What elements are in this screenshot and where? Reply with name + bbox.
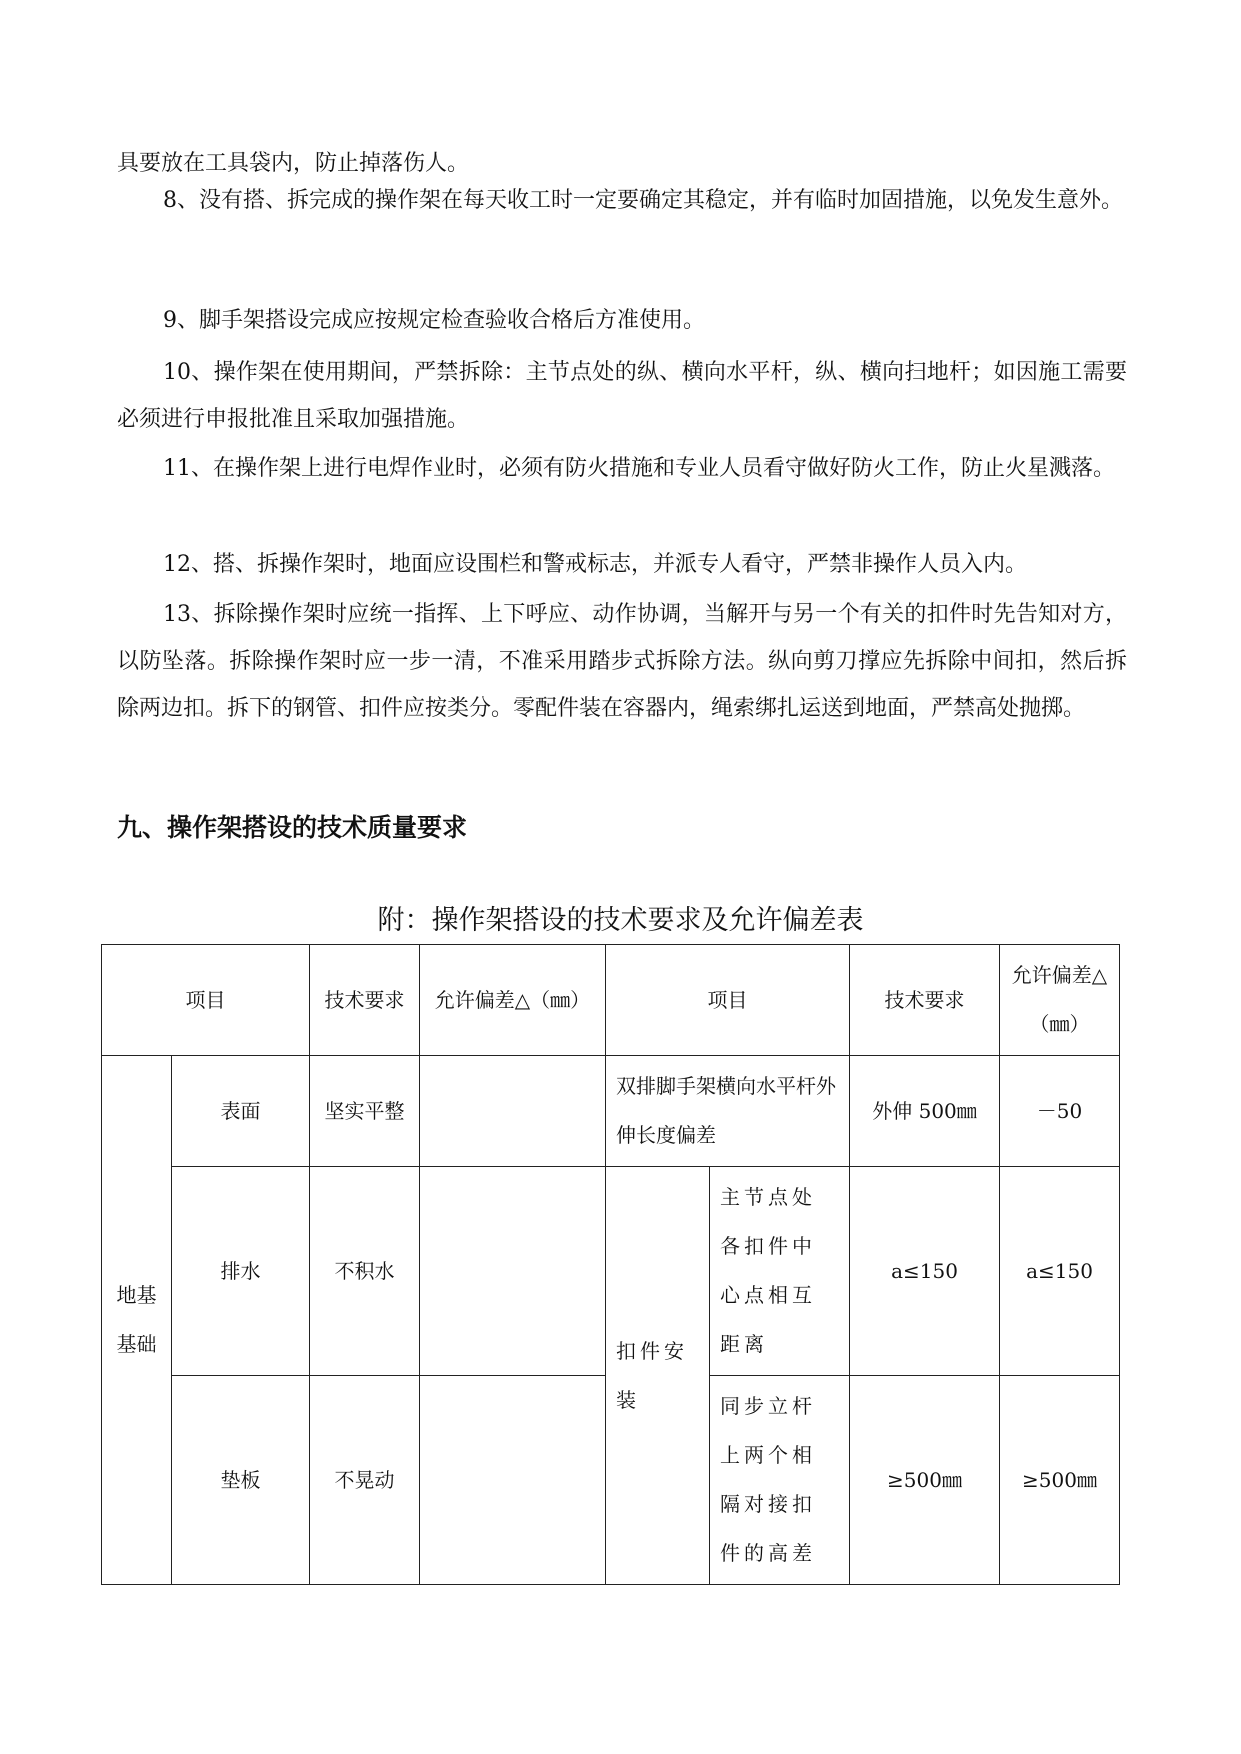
row-item-2: 双排脚手架横向水平杆外伸长度偏差: [606, 1056, 850, 1167]
table-row: [102, 1167, 1120, 1376]
row-item: 排水: [172, 1167, 310, 1376]
row-item-2: 主节点处各扣件中心点相互距离: [710, 1167, 850, 1376]
row-item-2: 同步立杆上两个相隔对接扣件的高差: [710, 1376, 850, 1585]
paragraph-item-13: 13、拆除操作架时应统一指挥、上下呼应、动作协调，当解开与另一个有关的扣件时先告知对方，以防坠落。拆除操作架时应一步一清，不准采用踏步式拆除方法。纵向剪刀撑应先拆除中间扣，然后拆除两边扣。拆下的钢管、扣件应按类分。零配件装在容器内，绳索绑扎运送到地面，严禁高处抛掷。: [117, 602, 1127, 721]
row-item: 表面: [172, 1056, 310, 1167]
paragraph-item-8: 8、没有搭、拆完成的操作架在每天收工时一定要确定其稳定，并有临时加固措施，以免发生意外。: [163, 188, 1124, 213]
paragraph-item-11: 11、在操作架上进行电焊作业时，必须有防火措施和专业人员看守做好防火工作，防止火星溅落。: [163, 456, 1115, 481]
row-tech: 不积水: [310, 1167, 420, 1376]
paragraph-item-10: 10、操作架在使用期间，严禁拆除：主节点处的纵、横向水平杆，纵、横向扫地杆；如因施工需要必须进行申报批准且采取加强措施。: [117, 360, 1127, 432]
section-heading: 九、操作架搭设的技术质量要求: [117, 813, 468, 842]
row-item: 垫板: [172, 1376, 310, 1585]
header-tolerance: 允许偏差△（㎜）: [420, 945, 606, 1056]
paragraph-tools-bag: 具要放在工具袋内，防止掉落伤人。: [117, 151, 470, 176]
row-tolerance-2: a≤150: [1000, 1167, 1120, 1376]
row-tech: 坚实平整: [310, 1056, 420, 1167]
row-tolerance: [420, 1167, 606, 1376]
header-tech-2: 技术要求: [850, 945, 1000, 1056]
paragraph-item-12: 12、搭、拆操作架时，地面应设围栏和警戒标志，并派专人看守，严禁非操作人员入内。: [163, 552, 1027, 577]
table-row: [102, 1056, 1120, 1167]
header-item-2: 项目: [606, 945, 850, 1056]
table-caption: 附：操作架搭设的技术要求及允许偏差表: [377, 905, 864, 936]
row-tolerance: [420, 1056, 606, 1167]
row-tech-2: 外伸 500㎜: [850, 1056, 1000, 1167]
header-tolerance-2: 允许偏差△（㎜）: [1000, 945, 1120, 1056]
row-tech: 不晃动: [310, 1376, 420, 1585]
tolerance-table: [101, 944, 1120, 1585]
row-tech-2: ≥500㎜: [850, 1376, 1000, 1585]
row-tolerance-2: －50: [1000, 1056, 1120, 1167]
row-tech-2: a≤150: [850, 1167, 1000, 1376]
row-tolerance-2: ≥500㎜: [1000, 1376, 1120, 1585]
group-foundation: 地基基础: [102, 1056, 172, 1585]
row-tolerance: [420, 1376, 606, 1585]
header-item: 项目: [102, 945, 310, 1056]
table-header-row: [102, 945, 1120, 1056]
paragraph-item-9: 9、脚手架搭设完成应按规定检查验收合格后方准使用。: [163, 308, 705, 333]
group-fastener-install: 扣件安装: [606, 1167, 710, 1585]
header-tech: 技术要求: [310, 945, 420, 1056]
